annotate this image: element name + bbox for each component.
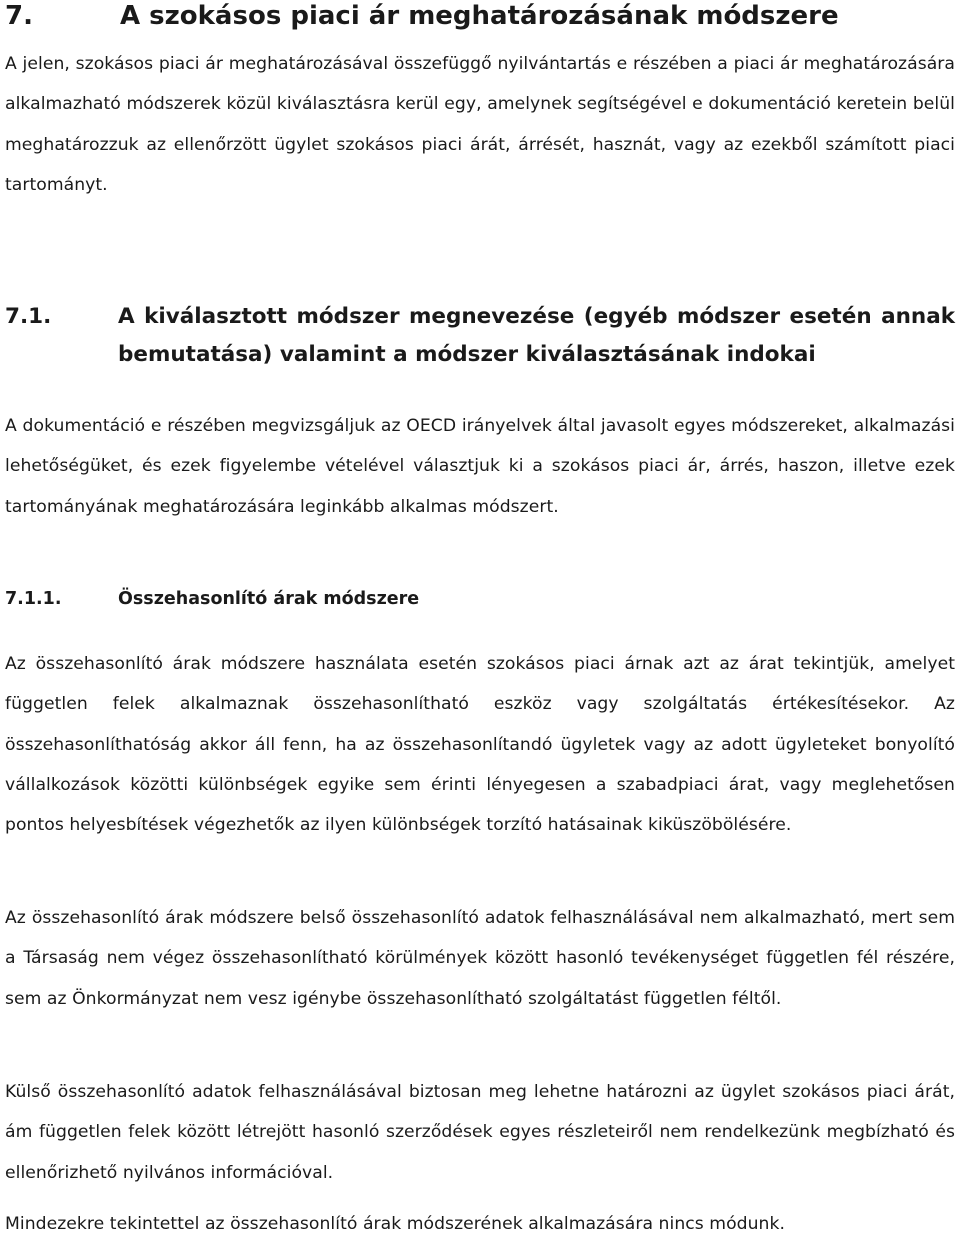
section-number: 7. [5,1,33,31]
intro-paragraph: A jelen, szokásos piaci ár meghatározásával összefüggő nyilvántartás e részében a piaci ár meghatározására alkalmazható módszerek közül kiválasztásra kerül egy, amelynek segítségével e dokumentáció keretein belül meghatározzuk az ellenőrzött ügylet szokásos piaci árát, árrését, hasznát, vagy az ezekből számított piaci tartományt. [5,54,955,195]
subsection-title: A kiválasztott módszer megnevezése (egyéb módszer esetén annak bemutatása) valamint a módszer kiválasztásának indokai [118,304,955,367]
section-title: A szokásos piaci ár meghatározásának módszere [120,1,839,31]
subsection-number: 7.1. [5,304,52,329]
method-selection-paragraph: A dokumentáció e részében megvizsgáljuk az OECD irányelvek által javasolt egyes módszereket, alkalmazási lehetőségüket, és ezek figyelembe vételével választjuk ki a szokásos piaci ár, árrés, haszon, illetve ezek tartományának meghatározására leginkább alkalmas módszert. [5,416,955,517]
comparable-price-paragraph-3: Külső összehasonlító adatok felhasználásával biztosan meg lehetne határozni az ügylet szokásos piaci árát, ám független felek között létrejött hasonló szerződések egyes részleteiről nem rendelkezünk megbízható és ellenőrizhető nyilvános információval. [5,1082,955,1183]
comparable-price-paragraph-4: Mindezekre tekintettel az összehasonlító árak módszerének alkalmazására nincs módunk. [5,1214,786,1234]
comparable-price-paragraph-1: Az összehasonlító árak módszere használata esetén szokásos piaci árnak azt az árat tekintjük, amelyet független felek alkalmaznak összehasonlítható eszköz vagy szolgáltatás értékesítésekor. Az összehasonlíthatóság akkor áll fenn, ha az összehasonlítandó ügyletek vagy az adott ügyleteket bonyolító vállalkozások közötti különbségek egyike sem érinti lényegesen a szabadpiaci árat, vagy meglehetősen pontos helyesbítések végezhetők az ilyen különbségek torzító hatásainak kiküszöbölésére. [5,654,955,836]
comparable-price-paragraph-2: Az összehasonlító árak módszere belső összehasonlító adatok felhasználásával nem alkalmazható, mert sem a Társaság nem végez összehasonlítható körülmények között hasonló tevékenységet független fél részére, sem az Önkormányzat nem vesz igénybe összehasonlítható szolgáltatást független féltől. [5,908,955,1009]
subsubsection-number: 7.1.1. [5,589,62,609]
subsubsection-title: Összehasonlító árak módszere [118,589,420,609]
section-heading-7-1 [5,298,955,374]
